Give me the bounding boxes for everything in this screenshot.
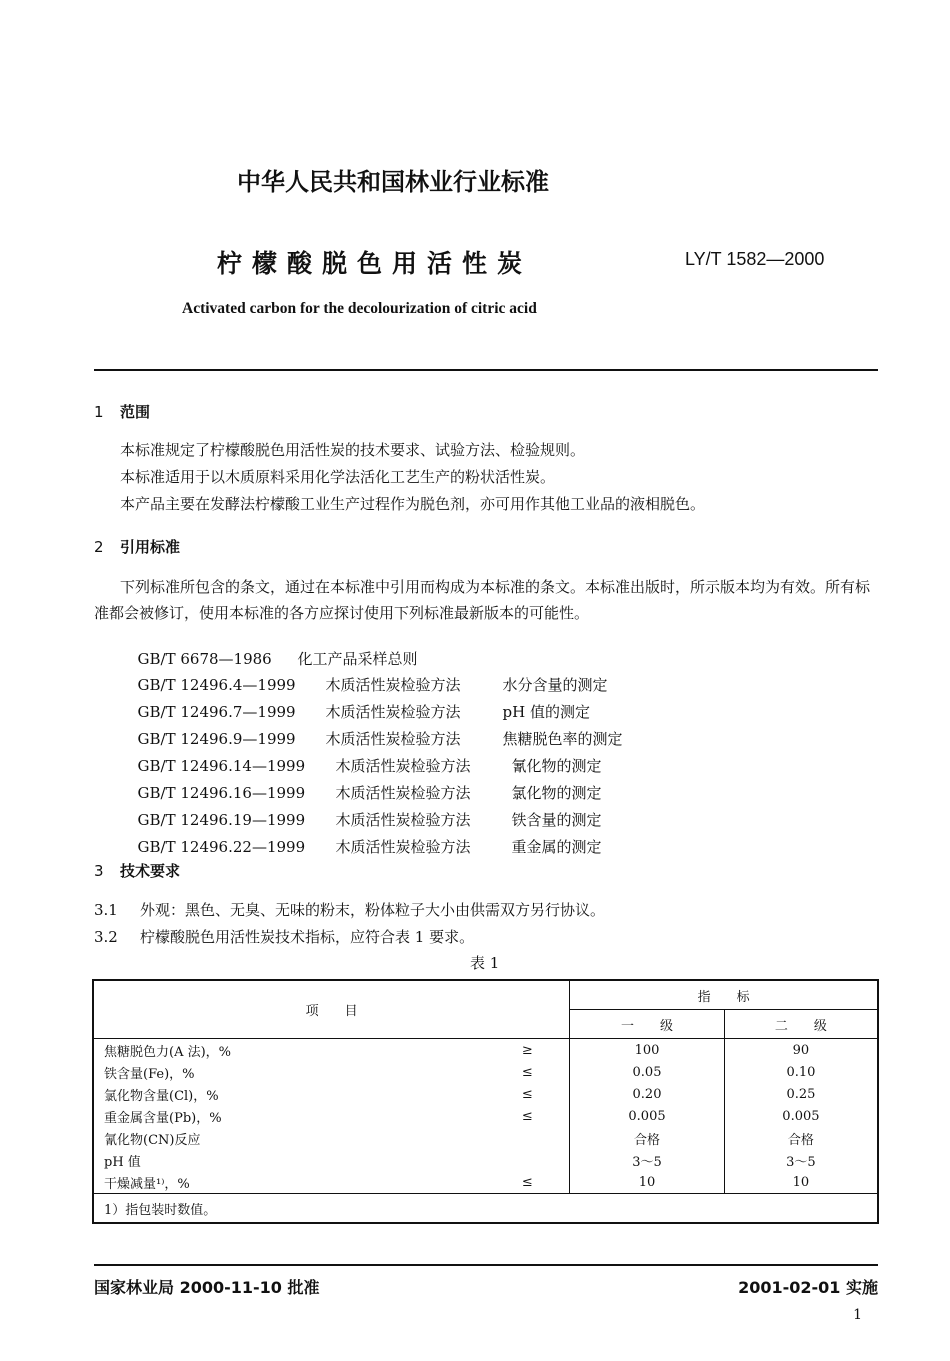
section-1-para-2: 本标准适用于以木质原料采用化学法活化工艺生产的粉状活性炭。: [120, 468, 556, 486]
reference-part: pH 值的测定: [502, 703, 590, 721]
row-grade-2: 合格: [787, 1132, 814, 1148]
row-grade-1: 0.05: [570, 1061, 725, 1083]
reference-name: 化工产品采样总则: [297, 650, 418, 668]
reference-code: GB/T 12496.7—1999: [137, 703, 296, 721]
row-grade-1: 0.005: [570, 1105, 725, 1127]
section-number: 1: [94, 403, 104, 421]
row-grade-2: 0.25: [786, 1086, 816, 1102]
row-operator: ≤: [522, 1083, 570, 1105]
header-item: 项 目: [93, 980, 570, 1039]
section-1-heading: [94, 401, 150, 422]
section-title: 引用标准: [120, 538, 181, 556]
table-row: [93, 1105, 878, 1127]
table-caption: 表 1: [470, 954, 500, 972]
reference-name: 木质活性炭检验方法: [325, 703, 461, 721]
reference-name: 木质活性炭检验方法: [335, 838, 471, 856]
spec-table: [92, 979, 879, 1224]
reference-name: 木质活性炭检验方法: [325, 730, 461, 748]
issuing-body-title: 中华人民共和国林业行业标准: [237, 168, 549, 196]
section-1-para-3: 本产品主要在发酵法柠檬酸工业生产过程作为脱色剂，亦可用作其他工业品的液相脱色。: [120, 495, 706, 513]
document-title: 柠檬酸脱色用活性炭: [217, 249, 533, 278]
row-item: 氰化物(CN)反应: [104, 1132, 201, 1148]
table-row: [93, 1083, 878, 1105]
row-item: 氯化物含量(Cl)，%: [104, 1088, 219, 1104]
row-operator: ≥: [522, 1039, 570, 1062]
reference-name: 木质活性炭检验方法: [335, 811, 471, 829]
reference-code: GB/T 6678—1986: [137, 650, 272, 668]
table-footnote-row: [93, 1194, 878, 1224]
standard-number: LY/T 1582—2000: [685, 249, 825, 269]
reference-name: 木质活性炭检验方法: [325, 676, 461, 694]
reference-part: 重金属的测定: [511, 838, 602, 856]
table-row: [93, 1061, 878, 1083]
row-operator: [522, 1149, 570, 1171]
reference-code: GB/T 12496.4—1999: [137, 676, 296, 694]
reference-part: 铁含量的测定: [511, 811, 602, 829]
table-row: [93, 1149, 878, 1171]
table-footnote: 1）指包装时数值。: [93, 1194, 878, 1224]
reference-part: 焦糖脱色率的测定: [502, 730, 623, 748]
clause-3-1: [94, 900, 605, 920]
row-item: 重金属含量(Pb)，%: [104, 1110, 222, 1126]
row-item: 铁含量(Fe)，%: [104, 1066, 195, 1082]
header-index: 指 标: [570, 980, 878, 1010]
section-title: 技术要求: [120, 862, 181, 880]
english-title: Activated carbon for the decolourization of citric acid: [182, 300, 537, 317]
row-grade-2: 10: [792, 1174, 810, 1190]
reference-code: GB/T 12496.22—1999: [137, 838, 306, 856]
row-grade-2: 90: [792, 1042, 810, 1058]
implementation-date: 2001-02-01 实施: [738, 1278, 878, 1297]
row-grade-1: 合格: [570, 1127, 725, 1149]
row-grade-2: 0.10: [786, 1064, 816, 1080]
row-item: 干燥减量¹⁾，%: [104, 1176, 190, 1192]
row-grade-1: 10: [570, 1171, 725, 1194]
page-number: 1: [853, 1307, 862, 1323]
reference-part: 氯化物的测定: [511, 784, 602, 802]
row-operator: ≤: [522, 1061, 570, 1083]
section-title: 范围: [120, 403, 151, 421]
row-grade-1: 0.20: [570, 1083, 725, 1105]
reference-code: GB/T 12496.14—1999: [137, 757, 306, 775]
reference-name: 木质活性炭检验方法: [335, 757, 471, 775]
table-row: [93, 1171, 878, 1194]
section-2-intro: 下列标准所包含的条文，通过在本标准中引用而构成为本标准的条文。本标准出版时，所示版本均为有效。所有标准都会被修订，使用本标准的各方应探讨使用下列标准最新版本的可能性。: [94, 578, 871, 622]
section-number: 2: [94, 538, 104, 556]
section-2-heading: [94, 536, 180, 557]
clause-text: 外观：黑色、无臭、无味的粉末，粉体粒子大小由供需双方另行协议。: [140, 901, 606, 919]
section-number: 3: [94, 862, 104, 880]
clause-number: 3.2: [94, 928, 118, 946]
row-grade-2: 3～5: [786, 1154, 816, 1170]
reference-code: GB/T 12496.9—1999: [137, 730, 296, 748]
header-grade-1: 一 级: [570, 1010, 725, 1039]
row-item: pH 值: [104, 1154, 141, 1170]
row-grade-1: 100: [570, 1039, 725, 1062]
header-grade-2: 二 级: [724, 1010, 878, 1039]
table-row: [93, 1127, 878, 1149]
reference-part: 氰化物的测定: [511, 757, 602, 775]
header-divider: [94, 369, 878, 371]
clause-text: 柠檬酸脱色用活性炭技术指标，应符合表 1 要求。: [140, 928, 475, 946]
row-grade-1: 3～5: [570, 1149, 725, 1171]
row-grade-2: 0.005: [782, 1108, 820, 1124]
reference-name: 木质活性炭检验方法: [335, 784, 471, 802]
reference-code: GB/T 12496.19—1999: [137, 811, 306, 829]
reference-code: GB/T 12496.16—1999: [137, 784, 306, 802]
row-operator: ≤: [522, 1171, 570, 1194]
section-3-heading: [94, 860, 180, 881]
table-row: [93, 1039, 878, 1062]
row-operator: [522, 1127, 570, 1149]
clause-3-2: [94, 927, 474, 947]
row-item: 焦糖脱色力(A 法)，%: [104, 1044, 232, 1060]
row-operator: ≤: [522, 1105, 570, 1127]
approval-date: 国家林业局 2000-11-10 批准: [94, 1278, 320, 1297]
section-1-para-1: 本标准规定了柠檬酸脱色用活性炭的技术要求、试验方法、检验规则。: [120, 441, 586, 459]
footer-divider: [94, 1264, 878, 1266]
reference-item: [128, 818, 602, 857]
clause-number: 3.1: [94, 901, 118, 919]
reference-part: 水分含量的测定: [502, 676, 608, 694]
